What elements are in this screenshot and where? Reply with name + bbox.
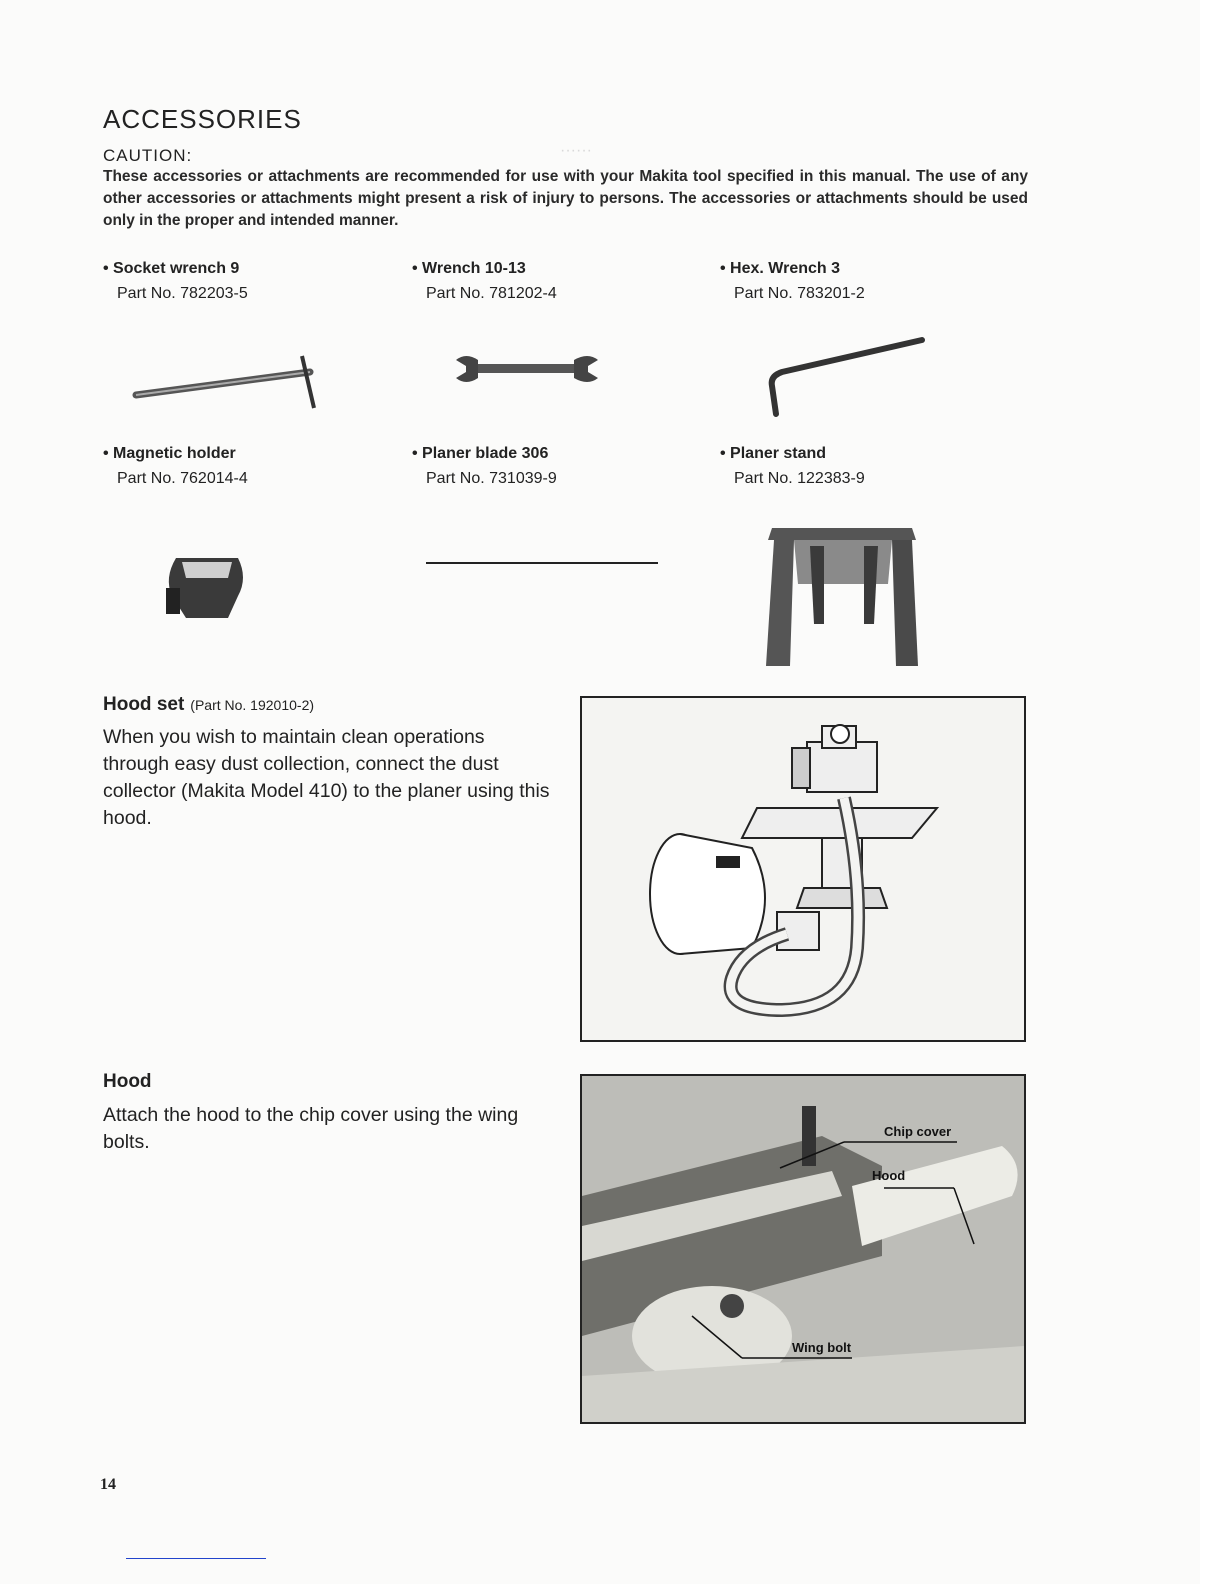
accessory-planer-blade [412, 441, 557, 491]
caution-label: CAUTION: [103, 146, 193, 165]
accessory-part-number: Part No. 781202-4 [426, 285, 557, 302]
accessory-planer-stand [720, 441, 865, 491]
accessory-part-number: Part No. 122383-9 [734, 470, 865, 487]
hood-set-description: When you wish to maintain clean operations through easy dust collection, connect the dust collector (Makita Model 410) to the planer using this hood. [103, 726, 550, 829]
hood-set-part-number: (Part No. 192010-2) [190, 697, 315, 713]
socket-wrench-icon [128, 350, 328, 415]
bleed-through-text: ······ [560, 142, 592, 159]
accessory-part-number: Part No. 782203-5 [117, 285, 248, 302]
planer-stand-icon [752, 524, 932, 670]
accessory-socket-wrench [103, 256, 248, 306]
planer-with-dust-collector-illustration [582, 698, 1024, 1040]
magnetic-holder-icon [158, 548, 250, 626]
accessory-name: • Socket wrench 9 [103, 260, 240, 277]
caution-text: These accessories or attachments are recommended for use with your Makita tool specified in this manual. The use of any other accessories or attachments might present a risk of injury to persons. The accessories or attachments should be used only in the proper and intended manner. [103, 168, 1028, 229]
accessory-magnetic-holder [103, 441, 248, 491]
wing-bolt-label: Wing bolt [792, 1340, 852, 1355]
accessory-name: • Wrench 10-13 [412, 260, 526, 277]
planer-blade-icon [424, 558, 660, 568]
hex-key-icon [760, 332, 930, 422]
accessory-hex-wrench [720, 256, 865, 306]
hood-label: Hood [872, 1168, 906, 1183]
accessory-name: • Magnetic holder [103, 445, 236, 462]
accessory-name: • Planer blade 306 [412, 445, 549, 462]
footer-divider [126, 1558, 266, 1559]
hood-heading: Hood [103, 1071, 152, 1092]
accessory-name: • Planer stand [720, 445, 827, 462]
page-title: ACCESSORIES [103, 104, 302, 134]
hood-attachment-figure [580, 1074, 1026, 1424]
hood-attachment-photo [582, 1076, 1024, 1422]
open-end-wrench-icon [452, 352, 602, 387]
accessory-part-number: Part No. 783201-2 [734, 285, 865, 302]
hood-set-title: Hood set [103, 694, 185, 715]
dust-collector-figure [580, 696, 1026, 1042]
accessory-name: • Hex. Wrench 3 [720, 260, 841, 277]
hood-set-heading [103, 694, 314, 716]
accessory-part-number: Part No. 731039-9 [426, 470, 557, 487]
accessory-wrench [412, 256, 557, 306]
hood-description: Attach the hood to the chip cover using the wing bolts. [103, 1104, 519, 1153]
accessory-part-number: Part No. 762014-4 [117, 470, 248, 487]
page-number: 14 [100, 1476, 116, 1493]
chip-cover-label: Chip cover [884, 1124, 952, 1139]
